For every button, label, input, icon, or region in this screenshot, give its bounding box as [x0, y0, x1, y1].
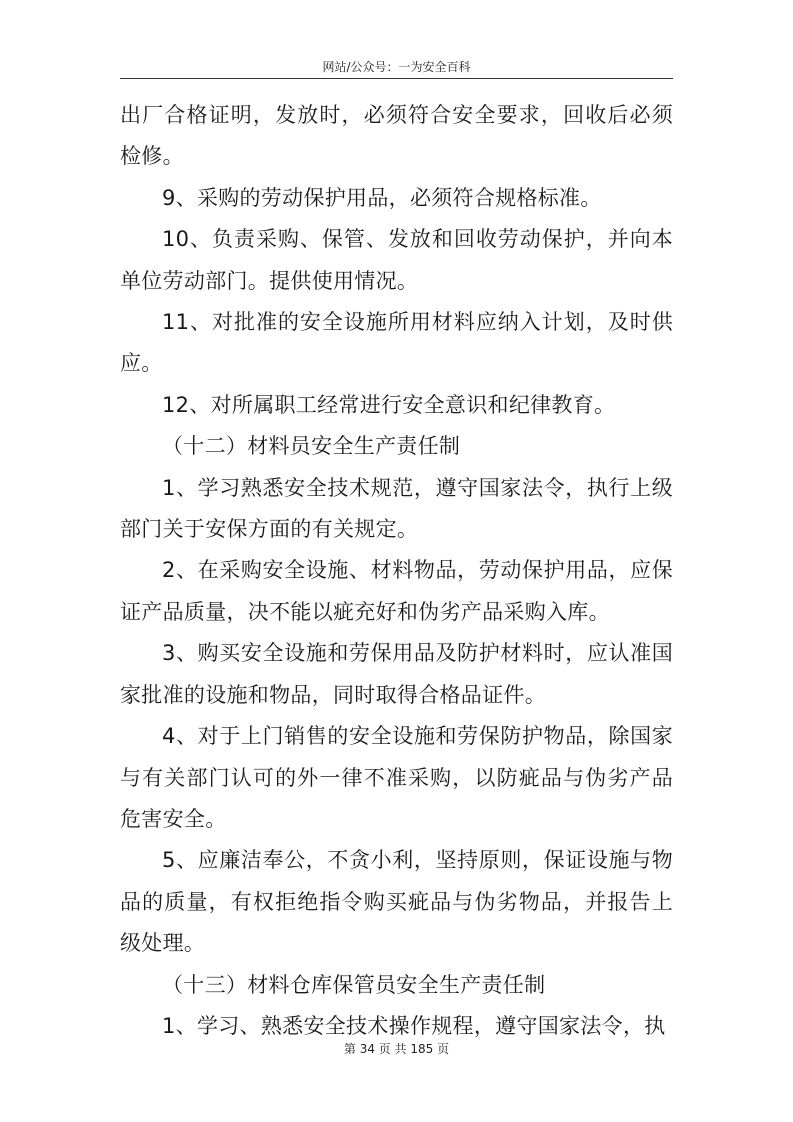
section-heading: （十三）材料仓库保管员安全生产责任制: [162, 972, 546, 997]
paragraph: 出厂合格证明，发放时，必须符合安全要求，回收后必须检修。: [120, 103, 673, 169]
page-number: 第 34 页 共 185 页: [343, 1042, 450, 1056]
paragraph: 4、对于上门销售的安全设施和劳保防护物品，除国家与有关部门认可的外一律不准采购，以防疵品与伪劣产品危害安全。: [120, 724, 673, 831]
section-heading: （十二）材料员安全生产责任制: [162, 434, 461, 459]
header-title: 网站/公众号：一为安全百科: [322, 60, 471, 74]
paragraph: 12、对所属职工经常进行安全意识和纪律教育。: [162, 392, 616, 417]
paragraph: 1、学习、熟悉安全技术操作规程，遵守国家法令，执: [162, 1013, 666, 1038]
paragraph: 9、采购的劳动保护用品，必须符合规格标准。: [162, 185, 602, 210]
paragraph: 5、应廉洁奉公，不贪小利，坚持原则，保证设施与物品的质量，有权拒绝指令购买疵品与伪劣物品，并报告上级处理。: [120, 848, 673, 956]
paragraph: 1、学习熟悉安全技术规范，遵守国家法令，执行上级部门关于安保方面的有关规定。: [120, 475, 673, 542]
paragraph: 11、对批准的安全设施所用材料应纳入计划，及时供应。: [120, 310, 673, 376]
page-footer: [120, 1040, 673, 1057]
paragraph: 3、购买安全设施和劳保用品及防护材料时，应认准国家批准的设施和物品，同时取得合格品证件。: [120, 641, 673, 707]
document-body: [120, 95, 673, 1047]
paragraph: 10、负责采购、保管、发放和回收劳动保护，并向本单位劳动部门。提供使用情况。: [120, 227, 673, 293]
page-header: [120, 56, 673, 79]
paragraph: 2、在采购安全设施、材料物品，劳动保护用品，应保证产品质量，决不能以疵充好和伪劣产品采购入库。: [120, 558, 673, 624]
